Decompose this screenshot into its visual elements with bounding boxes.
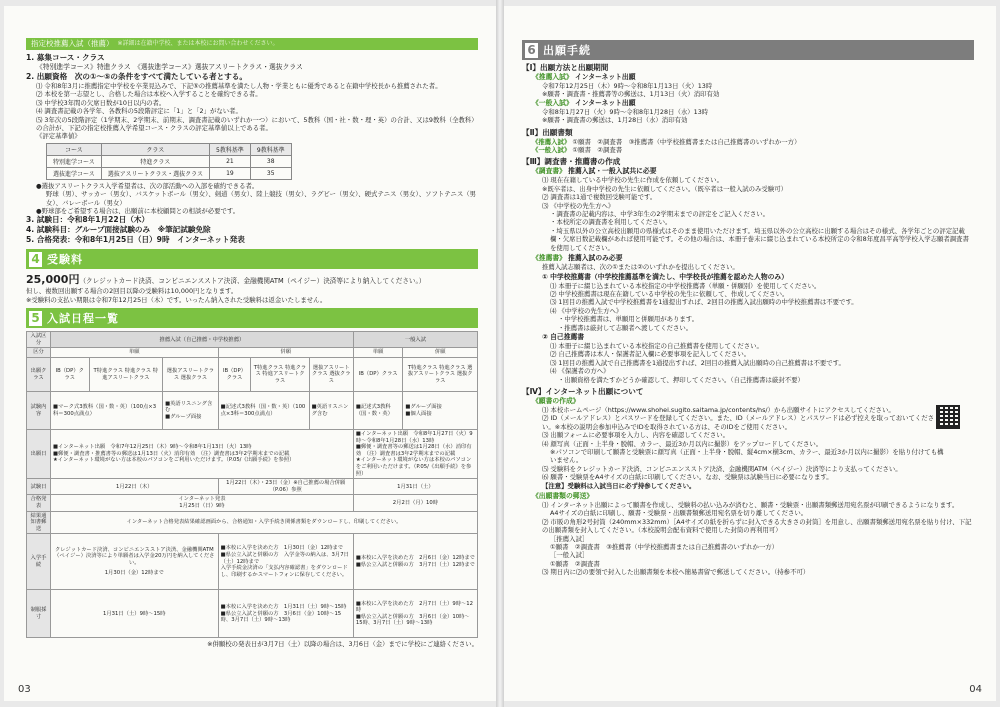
criteria-table [46, 143, 292, 180]
chosa-title: 推薦入試・一般入試共に必要 [568, 167, 657, 176]
suisen-1-item: ⑷ 《中学校の先生方へ》 [550, 306, 623, 315]
sched-cell: IB（DP）クラス [353, 358, 403, 392]
sched-line: 入学手続金決済の「支払内容確認書」をダウンロードし、印刷するかスマートフォンに保存してください。 [220, 565, 348, 578]
send-item: A4サイズの白紙に印刷し、願書・受験票・出願書類郵送用宛名票を切り離してください。 [550, 509, 808, 518]
chosa-item: ・本校所定の調査書を利用してください。 [550, 218, 672, 227]
recruit-heading: 1. 募集コース・クラス [26, 53, 105, 62]
fee-amount-note: （クレジットカード決済、コンビニエンスストア決済、金融機関ATM（ペイジー）決済等により納入してください。） [79, 277, 426, 286]
sched-label: 入学手続 [27, 534, 51, 590]
send-item: ［一般入試］ [550, 551, 589, 560]
create-item: ⑵ ID（メールアドレス）とパスワードを登録してください。また、ID（メールアドレス）とパスワードは必ず控えを取っておいてください。※本校の説明会参加申込みでIDを取得されている方は、そのIDをご使用ください。 [542, 414, 935, 431]
sched-cell: T特進クラス 特進クラス 選抜アスリートクラス 選抜クラス [403, 358, 478, 392]
qual-item: ⑷ 調査書記載の各学年、各教科の5段階評定に「1」と「2」がない者。 [36, 107, 242, 116]
sched-cell: IB（DP）クラス [218, 358, 251, 392]
sched-line: ■郵便・調査書等の郵送は1月28日（水）消印有効 （注）調査書は3年2学期末までの記載 [355, 444, 472, 457]
sched-line: ■県公立入試と併願の方 3月7日（土）12時まで [355, 561, 475, 568]
fee-amount: 25,000円 [26, 273, 80, 287]
create-item: 【注意】受験料は入試当日に必ず持参してください。 [542, 481, 696, 490]
schedule-table [26, 331, 478, 638]
crit-cell: 19 [209, 167, 250, 179]
application-section-bar [522, 40, 974, 60]
suisen-1-item: ・中学校推薦書は、単願用と併願用があります。 [558, 315, 699, 324]
rec-method: インターネット出願 [574, 73, 636, 81]
sched-line: ■グループ面接 [405, 403, 442, 410]
application-section-title: 出願手続 [543, 44, 591, 57]
sched-cell: 選抜アスリートクラス 選抜クラス [309, 358, 353, 392]
sched-line: ■郵便・調査書・推薦書等の郵送は1月13日（火）消印有効 （注）調査書は3年2学期末までの記載 [53, 450, 290, 457]
crit-cell: 21 [209, 155, 250, 167]
rec-post: ※願書・調査書・推薦書等の郵送は、1月13日（火）消印有効 [542, 90, 720, 99]
schedule-section-number: 5 [29, 311, 42, 326]
sched-cell: ■マーク式3教科（国・数・英）（100点×3科＝300点満点） [51, 392, 163, 430]
chosa-item: ・調査書の記載内容は、中学3年生の2学期末までの評定をご記入ください。 [550, 210, 770, 219]
fee-section-title: 受験料 [47, 253, 83, 267]
suisen-1-item: ⑴ 本冊子に綴じ込まれている本校指定の中学校推薦書（単願・併願別）を使用してください。 [550, 281, 821, 290]
send-label: 《出願書類の郵送》 [532, 492, 594, 501]
page-number: 03 [18, 684, 31, 695]
fee-section-number: 4 [29, 252, 42, 267]
page-number: 04 [969, 684, 982, 695]
sched-label: 合格発表 [27, 495, 51, 511]
application-section-number: 6 [525, 43, 538, 58]
sched-cell [51, 495, 354, 511]
section-IV-heading: 【Ⅳ】インターネット出願について [522, 386, 644, 396]
sched-cell: 推薦入試（自己推薦・中学校推薦） [51, 332, 354, 348]
suisen-2-item: ⑴ 本冊子に綴じ込まれている本校指定の自己推薦書を使用してください。 [550, 341, 763, 350]
sched-cell [51, 430, 354, 479]
chosa-label: 《調査書》 [532, 167, 566, 176]
crit-header: コース [47, 143, 102, 155]
send-item: ①願書 ②調査書 [550, 559, 600, 568]
sched-cell: T特進クラス 特進クラス 特進アスリートクラス [89, 358, 163, 392]
send-item: ⑶ 期日内に⑵の要領で封入した出願書類を本校へ簡易書留で郵送してください。（持参不可） [542, 568, 810, 577]
sched-cell: 1月31日（土） [353, 479, 477, 495]
sched-label: 結果通知書郵送 [27, 511, 51, 534]
send-item: ⑴ インターネット出願によって願書を作成し、受験料の払い込みが済むと、願書・受験票・出願書類郵送用宛名票が印刷できるようになります。 [542, 501, 959, 510]
qual-item: ⑸ 3年次の5段階評定（1学期末、2学期末、前期末、調査書記載のいずれか一つ）において、5教科（国・社・数・理・英）の合計、又は9教科（全教科）の合計が、下記の指定校推薦入学希望コース・クラスの評定基準値以上である者。 [36, 115, 478, 133]
sched-cell: IB（DP）クラス [51, 358, 90, 392]
sched-cell: ■記述式3教科（国・数・英） [353, 392, 403, 430]
chosa-item: ⑴ 現在在籍している中学校の先生に作成を依頼してください。 [542, 176, 723, 185]
gen-period: 令和8年1月27日（火）9時〜令和8年1月28日（水）13時 [542, 107, 709, 116]
sched-cell [353, 534, 477, 590]
gen-method: インターネット出願 [574, 98, 636, 107]
qual-item: ⑴ 令和8年3月に推薦指定中学校を卒業見込みで、下記⑤の推薦基準を満たし人物・学業ともに優秀であると在籍中学校長から推薦された者。 [36, 82, 442, 90]
chosa-item: ⑶ 《中学校の先生方へ》 [542, 201, 615, 210]
schedule-section-bar [26, 308, 478, 328]
chosa-item: ※既卒者は、出身中学校の先生に依頼してください。（既卒者は一般入試のみ受験可） [542, 184, 787, 193]
sched-label: 試験日 [27, 479, 51, 495]
rec-docs-label: 《推薦入試》 [532, 137, 571, 146]
create-item: ⑶ 出願フォームに必要事項を入力し、内容を確認してください。 [542, 431, 730, 440]
create-item: ⑴ 本校ホームページ（https://www.shohei.sugito.saitama.jp/contents/hs/）から出願サイトにアクセスしてください。 [542, 405, 895, 414]
suisen-2-item: ⑶ 1回目の推薦入試で自己推薦書を1通提出すれば、2回目の推薦入試出願時の自己推薦書は不要です。 [550, 358, 845, 367]
athlete-note: ●選抜アスリートクラス入学希望者は、次の部活動への入部を確約できる者。 [36, 181, 259, 190]
sched-cell: ■記述式3教科（国・数・英）（100点×3科＝300点満点） [218, 392, 309, 430]
sched-line: ■個人面接 [405, 410, 432, 417]
sched-line: ■英語リスニング含む [165, 400, 213, 414]
crit-cell: 35 [250, 167, 291, 179]
sched-cell: 一般入試 [353, 332, 477, 348]
create-item: ⑷ 顔写真（正面・上半身・脱帽、カラー、最近3か月以内に撮影）をアップロードしてください。 [542, 439, 823, 448]
sched-cell [353, 430, 477, 479]
fee-refund: ※受験料の支払い期限は令和7年12月25日（木）です。いったん納入された受験料は返金いたしません。 [26, 295, 327, 304]
create-item: ⑹ 願書・受験票をA4サイズの白紙に印刷してください。なお、受験票は試験当日に必要になります。 [542, 473, 833, 482]
designated-bar [26, 38, 478, 50]
schedule-footnote: ※併願校の発表日が3月7日（土）以降の場合は、3月6日（金）までに学校にご連絡ください。 [207, 640, 478, 649]
designated-title: 指定校推薦入試（推薦） [31, 39, 114, 48]
crit-header: 9教科基準 [250, 143, 291, 155]
sched-line: 1月30日（金）12時まで [104, 570, 164, 577]
sched-cell: 1月22日（木）・23日（金）※自己推薦の場合併願（P.06）参照 [218, 479, 353, 495]
sched-line: ■本校に入学を決めた方 1月30日（金）12時まで [220, 545, 344, 552]
sched-line: ■インターネット出願 令和7年12月25日（木）9時〜令和8年1月13日（火）13時 [53, 444, 252, 451]
gen-label: 《一般入試》 [532, 98, 573, 107]
sched-cell: インターネット合格発表結果確認画面から、合格通知・入学手続き関係書類をダウンロードし、印刷してください。 [51, 511, 478, 534]
sched-cell: 単願 [353, 348, 403, 358]
exam-subjects: 4. 試験科目：グループ面接試験のみ ※筆記試験免除 [26, 225, 211, 235]
suisen-2-item: ⑷ 《保護者の方へ》 [550, 367, 610, 376]
sched-line: ■県公立入試と併願の方 3月6日（金）10時〜15時、3月7日（土）9時〜13時 [220, 610, 342, 624]
sched-cell: 1月31日（土）9時〜15時 [51, 590, 219, 638]
crit-label: 《評定基準値》 [36, 132, 81, 141]
suisen-2-item: ・出願資格を満たすかどうか確認して、押印してください。（自己推薦書は厳封不要） [558, 375, 804, 384]
fee-section-bar [26, 249, 478, 269]
sched-cell: 選抜アスリートクラス 選抜クラス [163, 358, 219, 392]
suisen-1-item: ⑶ 1回目の推薦入試で中学校推薦書を1通提出すれば、2回目の推薦入試出願時の中学校推薦書は不要です。 [550, 298, 858, 307]
sched-label: 入試区分 [27, 332, 51, 348]
create-item: ※パソコンで印刷して願書と受験票に顔写真（正面・上半身・脱帽、縦4cm×横3cm、カラー、最近3か月以内に撮影）を貼り付けても構いません。 [550, 448, 944, 465]
sched-line: 1月25日（日）9時 [179, 503, 225, 509]
qual-item: ⑵ 本校を第一志望とし、合格した場合は本校へ入学することを確約できる者。 [36, 90, 262, 99]
create-item: ⑸ 受験料をクレジットカード決済、コンビニエンスストア決済、金融機関ATM（ペイジー）決済等により支払ってください。 [542, 464, 902, 473]
rec-period: 令和7年12月25日（木）9時〜令和8年1月13日（火）13時 [542, 82, 713, 90]
result-date: 5. 合格発表：令和8年1月25日（日）9時 インターネット発表 [26, 235, 245, 245]
sched-line: ★インターネット環境がない方は本校のパソコンをご利用いただけます。（P.05/《出願手続》を参照） [355, 457, 472, 477]
sched-cell: 1月22日（木） [51, 479, 219, 495]
suisen-intro: 推薦入試志願者は、次の①または②のいずれかを提出してください。 [542, 263, 739, 272]
sched-cell: T特進クラス 特進クラス 特進アスリートクラス [251, 358, 309, 392]
send-item: ⑵ 市販の角形2号封筒（240mm×332mm）［A4サイズの紙を折らずに封入できる大きさの封筒］を用意し、出願書類郵送用宛名票を貼り付け、下記の出願書類を封入してください。（本校説明会配布資料で使用した封筒の再利用可） [542, 517, 972, 535]
suisen-1-item: ・推薦書は厳封して志願者へ渡してください。 [558, 323, 693, 332]
crit-cell: 特別進学コース [47, 155, 102, 167]
crit-cell: 選抜アスリートクラス・選抜クラス [101, 167, 209, 179]
schedule-section-title: 入試日程一覧 [47, 312, 119, 326]
sched-line: ■グループ面接 [165, 413, 202, 420]
rec-docs: ①願書 ②調査書 ③推薦書（中学校推薦書または自己推薦書のいずれか一方） [572, 137, 801, 146]
fee-multi: 但し、複数回出願する場合の2回目以降の受験料は10,000円となります。 [26, 287, 238, 296]
suisen-2-item: ⑵ 自己推薦書は本人・保護者記入欄に必要事項を記入してください。 [550, 350, 751, 359]
sched-cell [218, 590, 353, 638]
sched-cell: 併願 [403, 348, 478, 358]
create-label: 《願書の作成》 [532, 396, 580, 405]
suisen-label: 《推薦書》 [532, 254, 566, 263]
suisen-title: 推薦入試のみ必要 [568, 254, 623, 263]
page-gutter [496, 0, 504, 707]
suisen-1-title: ① 中学校推薦書（中学校推薦基準を満たし、中学校長が推薦を認めた人物のみ） [542, 272, 789, 281]
send-item: ［推薦入試］ [550, 534, 589, 543]
recruit-detail: 《特別進学コース》特進クラス 《選抜進学コース》選抜アスリートクラス・選抜クラス [36, 63, 303, 71]
section-I-heading: 【Ⅰ】出願方法と出願期間 [522, 63, 609, 72]
sched-cell [353, 590, 477, 638]
gen-post: ※願書・調査書の郵送は、1月28日（水）消印有効 [542, 116, 688, 125]
crit-cell: 選抜進学コース [47, 167, 102, 179]
gen-docs-label: 《一般入試》 [532, 146, 571, 155]
suisen-2-title: ② 自己推薦書 [542, 332, 585, 341]
crit-cell: 38 [250, 155, 291, 167]
sched-cell: 単願 [51, 348, 219, 358]
crit-header: クラス [101, 143, 209, 155]
sched-line: ■インターネット出願 令和8年1月27日（火）9時〜令和8年1月28日（水）13時 [355, 431, 473, 444]
sched-line: インターネット発表 [178, 496, 226, 503]
sched-label: 区分 [27, 348, 51, 358]
section-III-heading: 【Ⅲ】調査書・推薦書の作成 [522, 157, 621, 167]
sched-cell: 併願 [218, 348, 353, 358]
sched-cell [218, 534, 353, 590]
chosa-item: ⑵ 調査書は1通で複数回受験可能です。 [542, 193, 657, 202]
sched-line: ■県公立入試と併願の方 3月6日（金）10時〜15時、3月7日（土）9時〜13時 [355, 613, 470, 627]
sched-line: ■本校に入学を決めた方 2月6日（金）12時まで [355, 555, 475, 562]
sched-cell [51, 534, 219, 590]
sched-line: クレジットカード決済、コンビニエンスストア決済、金融機関ATM（ペイジー）決済等により単願者は入学金20万円を納入してください。 [54, 546, 215, 566]
crit-header: 5教科基準 [209, 143, 250, 155]
designated-note: ※詳細は在籍中学校、または本校にお問い合わせください。 [117, 40, 279, 47]
qr-code[interactable] [936, 405, 960, 429]
sched-cell [403, 392, 478, 430]
sched-label: 出願クラス [27, 358, 51, 392]
sched-line: ■本校に入学を決めた方 2月7日（土）9時〜12時 [355, 600, 474, 614]
sched-cell: 2月2日（月）10時 [353, 495, 477, 511]
sched-label: 試験内容 [27, 392, 51, 430]
suisen-1-item: ⑵ 中学校推薦書は現在在籍している中学校の先生に依頼して、作成してください。 [550, 289, 789, 298]
chosa-item: ・埼玉県以外の公立高校出願用の県様式はそのまま使用いただけます。埼玉県以外の公立高校に出願する場合はその様式、各学年ごとの評定記載欄・欠席日数記載欄があれば使用可能です。その他の場合は、本冊子巻末に綴じ込まれている本校所定の令和8年度昌平高等学校入学志願者調査書を使用してください。 [550, 226, 969, 252]
right-page [504, 6, 996, 701]
club-list: 野球（男）、サッカー（男女）、バスケットボール（男女）、剣道（男女）、陸上競技（男女）、ラグビー（男女）、硬式テニス（男女）、ソフトテニス（男女）、バレーボール（男女） [46, 190, 476, 207]
exam-date: 3. 試験日：令和8年1月22日（木） [26, 215, 150, 225]
sched-label: 制服採寸 [27, 590, 51, 638]
sched-cell: ■英語リスニング含む [309, 392, 353, 430]
left-page [4, 6, 496, 701]
gen-docs: ①願書 ②調査書 [572, 146, 623, 155]
qual-item: ⑶ 中学校3年間の欠席日数が10日以内の者。 [36, 98, 166, 107]
sched-cell [163, 392, 219, 430]
sched-line: ★インターネット環境がない方は本校のパソコンをご利用いただけます。（P.05/《出願手続》を参照） [53, 457, 295, 464]
sched-line: ■県公立入試と併願の方 入学金等の納入は、3月7日（土）12時まで [220, 551, 349, 565]
crit-cell: 特進クラス [101, 155, 209, 167]
section-II-heading: 【Ⅱ】出願書類 [522, 127, 573, 137]
club-note: ●野球部をご希望する場合は、出願前に本校顧問との相談が必要です。 [36, 207, 240, 216]
sched-line: ■本校に入学を決めた方 1月31日（土）9時〜15時 [220, 603, 347, 610]
send-item: ①願書 ②調査書 ③推薦書（中学校推薦書または自己推薦書のいずれか一方） [550, 543, 779, 552]
qual-heading: 2. 出願資格 次の①〜⑤の条件をすべて満たしている者とする。 [26, 72, 247, 81]
sched-label: 出願日 [27, 430, 51, 479]
rec-label: 《推薦入試》 [532, 73, 573, 81]
